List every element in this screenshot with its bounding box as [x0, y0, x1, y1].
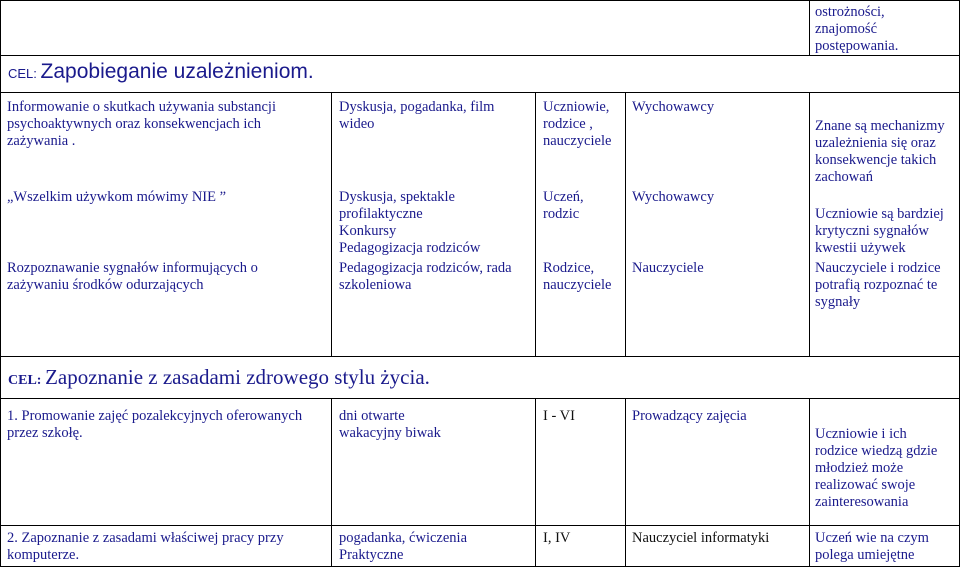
text-line: Uczeń wie na czym [815, 530, 929, 546]
text-line: wideo [339, 116, 375, 132]
text-line: uzależnienia się oraz [815, 135, 936, 151]
text-line: Uczniowie i ich [815, 426, 907, 442]
text-line: zażywania . [7, 133, 76, 149]
text-line: postępowania. [815, 38, 899, 54]
text-line: rodzice wiedzą gdzie [815, 443, 938, 459]
text-line: kwestii używek [815, 240, 906, 256]
responsible-cell [632, 189, 714, 206]
text-line: Wychowawcy [632, 99, 715, 115]
effects-cell [815, 118, 945, 186]
text-line: wakacyjny biwak [339, 425, 441, 441]
text-line: Konkursy [339, 223, 397, 239]
methods-cell [339, 408, 441, 442]
text-line: znajomość [815, 21, 878, 37]
text-line: profilaktyczne [339, 206, 423, 222]
prev-effects-cell [815, 4, 898, 55]
text-line: 1. Promowanie zajęć pozalekcyjnych oferowanych [7, 408, 303, 424]
section1-heading [8, 58, 314, 88]
grid-line [0, 0, 1, 567]
text-line: dni otwarte [339, 408, 405, 424]
methods-cell [339, 99, 494, 133]
task-cell [7, 530, 284, 564]
text-line: Praktyczne [339, 547, 404, 563]
text-line: rodzic [543, 206, 580, 222]
text-line: Nauczyciel informatyki [632, 530, 770, 546]
grid-line [625, 398, 626, 567]
text-line: Nauczyciele [632, 260, 704, 276]
grid-line [0, 55, 960, 56]
text-line: Prowadzący zajęcia [632, 408, 747, 424]
recipients-cell [543, 530, 570, 547]
grid-line [809, 92, 810, 356]
effects-cell [815, 260, 941, 311]
text-line: zainteresowania [815, 494, 909, 510]
effects-cell [815, 530, 929, 564]
section2-heading [8, 363, 430, 395]
text-line: konsekwencje takich [815, 152, 937, 168]
cel-title: Zapoznanie z zasadami zdrowego stylu życia. [45, 365, 430, 389]
text-line: przez szkołę. [7, 425, 83, 441]
responsible-cell [632, 530, 769, 547]
text-line: sygnały [815, 294, 861, 310]
methods-cell [339, 260, 512, 294]
text-line: Dyskusja, pogadanka, film [339, 99, 495, 115]
effects-cell [815, 206, 944, 257]
text-line: Dyskusja, spektakle [339, 189, 455, 205]
methods-cell [339, 530, 467, 564]
text-line: I - VI [543, 408, 575, 424]
text-line: „Wszelkim używkom mówimy NIE ” [7, 189, 227, 205]
text-line: Pedagogizacja rodziców [339, 240, 481, 256]
text-line: Nauczyciele i rodzice [815, 260, 941, 276]
text-line: pogadanka, ćwiczenia [339, 530, 468, 546]
text-line: młodzież może [815, 460, 904, 476]
grid-line [331, 398, 332, 567]
grid-line [535, 398, 536, 567]
cel-label: CEL: [8, 373, 42, 388]
grid-line [0, 356, 960, 357]
text-line: nauczyciele [543, 133, 612, 149]
text-line: Rozpoznawanie sygnałów informujących o [7, 260, 258, 276]
recipients-cell [543, 408, 575, 425]
text-line: ostrożności, [815, 4, 885, 20]
text-line: krytyczni sygnałów [815, 223, 929, 239]
grid-line [331, 92, 332, 356]
task-cell [7, 99, 276, 150]
grid-line [0, 0, 960, 1]
text-line: zażywaniu środków odurzających [7, 277, 204, 293]
grid-line [0, 398, 960, 399]
text-line: potrafią rozpoznać te [815, 277, 938, 293]
text-line: psychoaktywnych oraz konsekwencjach ich [7, 116, 262, 132]
text-line: Rodzice, [543, 260, 595, 276]
cel-label: CEL: [8, 66, 37, 81]
cel-title: Zapobieganie uzależnieniom. [40, 60, 314, 83]
text-line: Znane są mechanizmy [815, 118, 945, 134]
responsible-cell [632, 408, 747, 425]
task-cell [7, 260, 258, 294]
task-cell [7, 408, 302, 442]
text-line: 2. Zapoznanie z zasadami właściwej pracy przy [7, 530, 284, 546]
text-line: Uczeń, [543, 189, 584, 205]
grid-line [809, 0, 810, 55]
grid-line [535, 92, 536, 356]
responsible-cell [632, 260, 704, 277]
recipients-cell [543, 99, 611, 150]
text-line: Uczniowie są bardziej [815, 206, 944, 222]
grid-line [809, 398, 810, 567]
text-line: realizować swoje [815, 477, 916, 493]
text-line: rodzice , [543, 116, 593, 132]
text-line: Uczniowie, [543, 99, 610, 115]
text-line: nauczyciele [543, 277, 612, 293]
methods-cell [339, 189, 480, 257]
text-line: Informowanie o skutkach używania substancji [7, 99, 276, 115]
text-line: Wychowawcy [632, 189, 715, 205]
effects-cell [815, 426, 937, 511]
text-line: zachowań [815, 169, 873, 185]
task-cell [7, 189, 226, 206]
grid-line [0, 92, 960, 93]
grid-line [0, 525, 960, 526]
text-line: I, IV [543, 530, 571, 546]
recipients-cell [543, 189, 584, 223]
text-line: komputerze. [7, 547, 80, 563]
responsible-cell [632, 99, 714, 116]
text-line: Pedagogizacja rodziców, rada [339, 260, 512, 276]
grid-line [625, 92, 626, 356]
text-line: szkoleniowa [339, 277, 412, 293]
text-line: polega umiejętne [815, 547, 915, 563]
recipients-cell [543, 260, 611, 294]
